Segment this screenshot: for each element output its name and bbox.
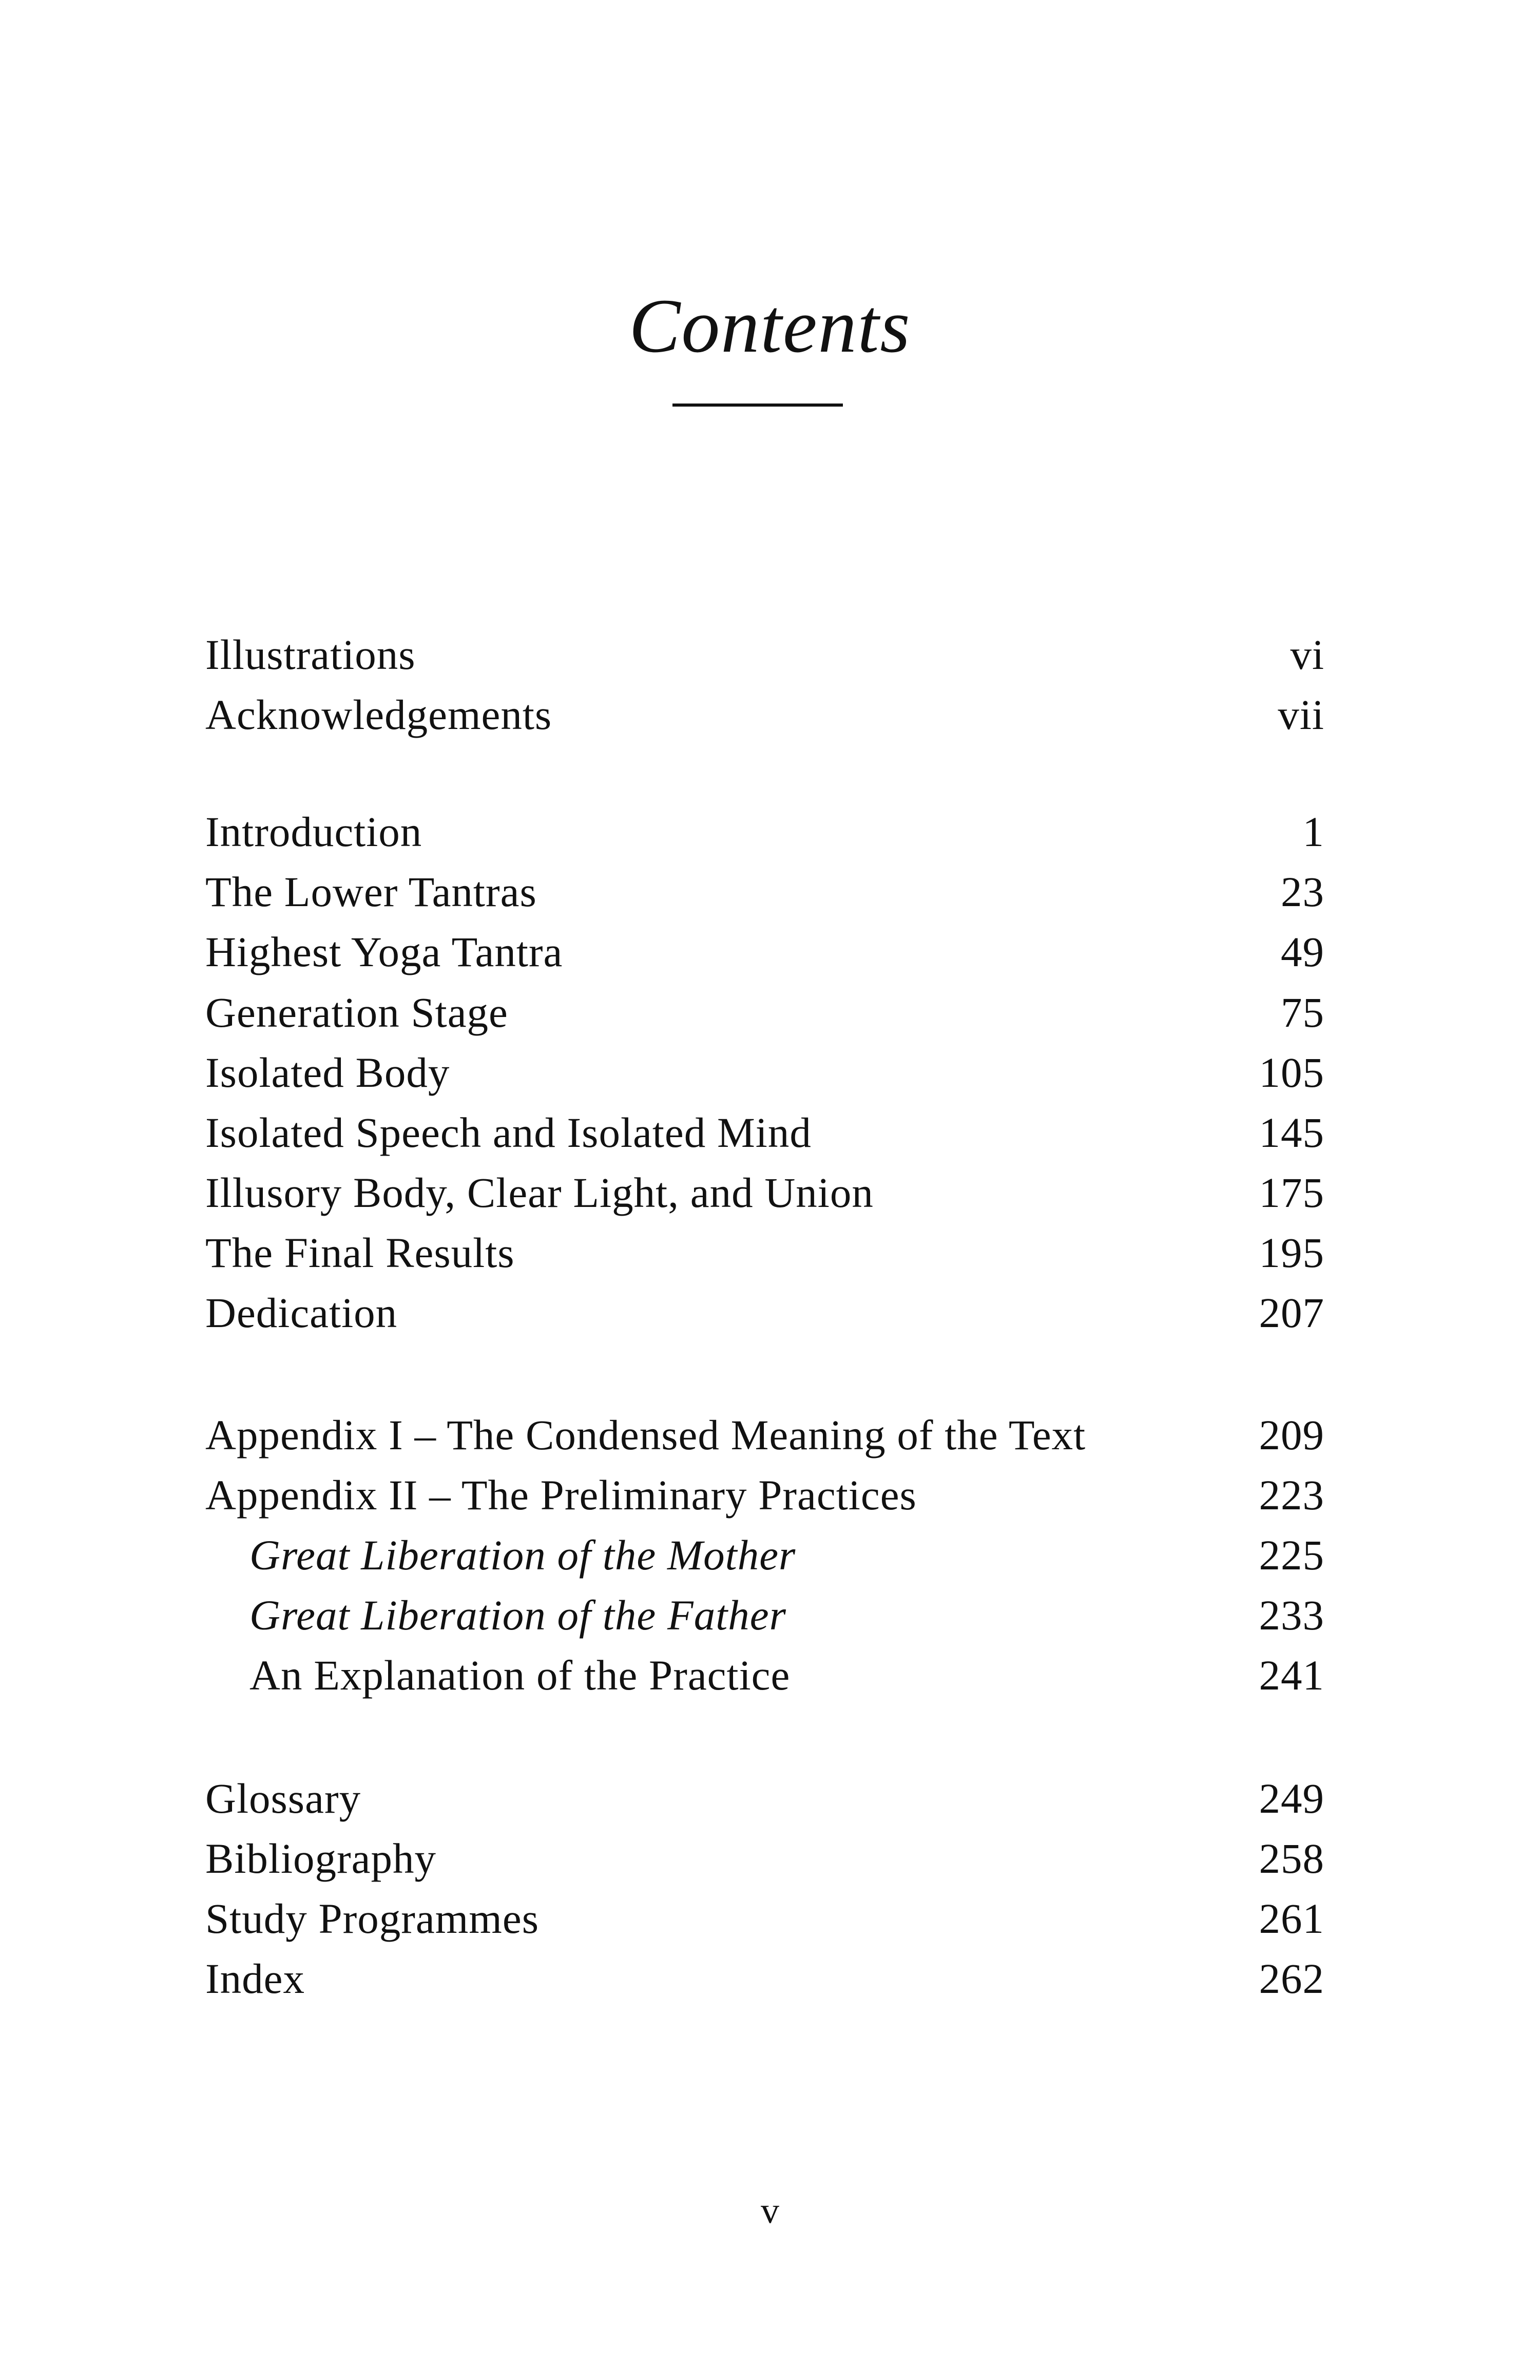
toc-entry-introduction bbox=[205, 803, 1324, 860]
toc-entry-label: Appendix II – The Preliminary Practices bbox=[205, 1471, 917, 1519]
toc-entry-label: Index bbox=[205, 1955, 305, 2002]
toc-entry-label: Great Liberation of the Mother bbox=[249, 1531, 796, 1579]
toc-entry-page: 249 bbox=[1259, 1775, 1324, 1822]
page-number: v bbox=[761, 2190, 779, 2231]
toc-entry-page: 105 bbox=[1259, 1049, 1324, 1096]
toc-entry-illustrations bbox=[205, 626, 1324, 683]
toc-entry-label: An Explanation of the Practice bbox=[249, 1652, 791, 1699]
toc-entry-isolated-body bbox=[205, 1044, 1324, 1101]
toc-entry-label: Isolated Speech and Isolated Mind bbox=[205, 1109, 812, 1156]
toc-entry-label: Illusory Body, Clear Light, and Union bbox=[205, 1169, 874, 1216]
toc-entry-page: vi bbox=[1290, 631, 1324, 678]
toc-entry-page: 258 bbox=[1259, 1835, 1324, 1882]
toc-entry-label: Illustrations bbox=[205, 631, 416, 678]
toc-entry-label: Acknowledgements bbox=[205, 691, 552, 738]
toc-entry-page: 75 bbox=[1281, 989, 1324, 1036]
toc-entry-liberation-father bbox=[205, 1587, 1324, 1643]
toc-entry-label: Glossary bbox=[205, 1775, 361, 1822]
toc-entry-index bbox=[205, 1950, 1324, 2007]
toc-entry-isolated-speech-mind bbox=[205, 1104, 1324, 1161]
toc-entry-page: 262 bbox=[1259, 1955, 1324, 2002]
toc-entry-final-results bbox=[205, 1224, 1324, 1281]
toc-entry-label: Appendix I – The Condensed Meaning of the Text bbox=[205, 1411, 1086, 1458]
toc-entry-label: Introduction bbox=[205, 808, 422, 855]
toc-entry-page: 225 bbox=[1259, 1531, 1324, 1579]
toc-entry-label: The Final Results bbox=[205, 1229, 515, 1276]
toc-entry-page: 175 bbox=[1259, 1169, 1324, 1216]
toc-entry-label: Highest Yoga Tantra bbox=[205, 928, 563, 975]
toc-entry-page: 207 bbox=[1259, 1289, 1324, 1336]
toc-entry-label: Generation Stage bbox=[205, 989, 508, 1036]
toc-entry-page: 233 bbox=[1259, 1591, 1324, 1639]
toc-entry-page: 1 bbox=[1302, 808, 1324, 855]
toc-entry-page: 49 bbox=[1281, 928, 1324, 975]
title-rule bbox=[672, 404, 843, 407]
toc-entry-acknowledgements bbox=[205, 686, 1324, 743]
toc-entry-label: Study Programmes bbox=[205, 1895, 540, 1942]
toc-entry-appendix-2 bbox=[205, 1467, 1324, 1523]
toc-entry-label: Bibliography bbox=[205, 1835, 437, 1882]
toc-entry-generation-stage bbox=[205, 984, 1324, 1041]
toc-entry-liberation-mother bbox=[205, 1527, 1324, 1583]
toc-entry-highest-yoga-tantra bbox=[205, 924, 1324, 980]
toc-entry-page: 195 bbox=[1259, 1229, 1324, 1276]
toc-entry-appendix-1 bbox=[205, 1407, 1324, 1463]
toc-entry-page: 223 bbox=[1259, 1471, 1324, 1519]
toc-entry-study-programmes bbox=[205, 1890, 1324, 1947]
toc-entry-page: 23 bbox=[1281, 868, 1324, 915]
toc-entry-label: The Lower Tantras bbox=[205, 868, 537, 915]
toc-entry-bibliography bbox=[205, 1830, 1324, 1887]
toc-entry-lower-tantras bbox=[205, 863, 1324, 920]
toc-entry-page: vii bbox=[1278, 691, 1324, 738]
toc-entry-page: 209 bbox=[1259, 1411, 1324, 1458]
toc-entry-page: 241 bbox=[1259, 1652, 1324, 1699]
toc-entry-page: 145 bbox=[1259, 1109, 1324, 1156]
toc-entry-dedication bbox=[205, 1284, 1324, 1341]
toc-entry-label: Isolated Body bbox=[205, 1049, 450, 1096]
toc-entry-explanation-practice bbox=[205, 1647, 1324, 1703]
toc-entry-glossary bbox=[205, 1770, 1324, 1827]
toc-entry-page: 261 bbox=[1259, 1895, 1324, 1942]
page-title: Contents bbox=[629, 283, 911, 369]
toc-entry-label: Great Liberation of the Father bbox=[249, 1591, 786, 1639]
toc-entry-label: Dedication bbox=[205, 1289, 398, 1336]
toc-entry-illusory-body bbox=[205, 1164, 1324, 1221]
